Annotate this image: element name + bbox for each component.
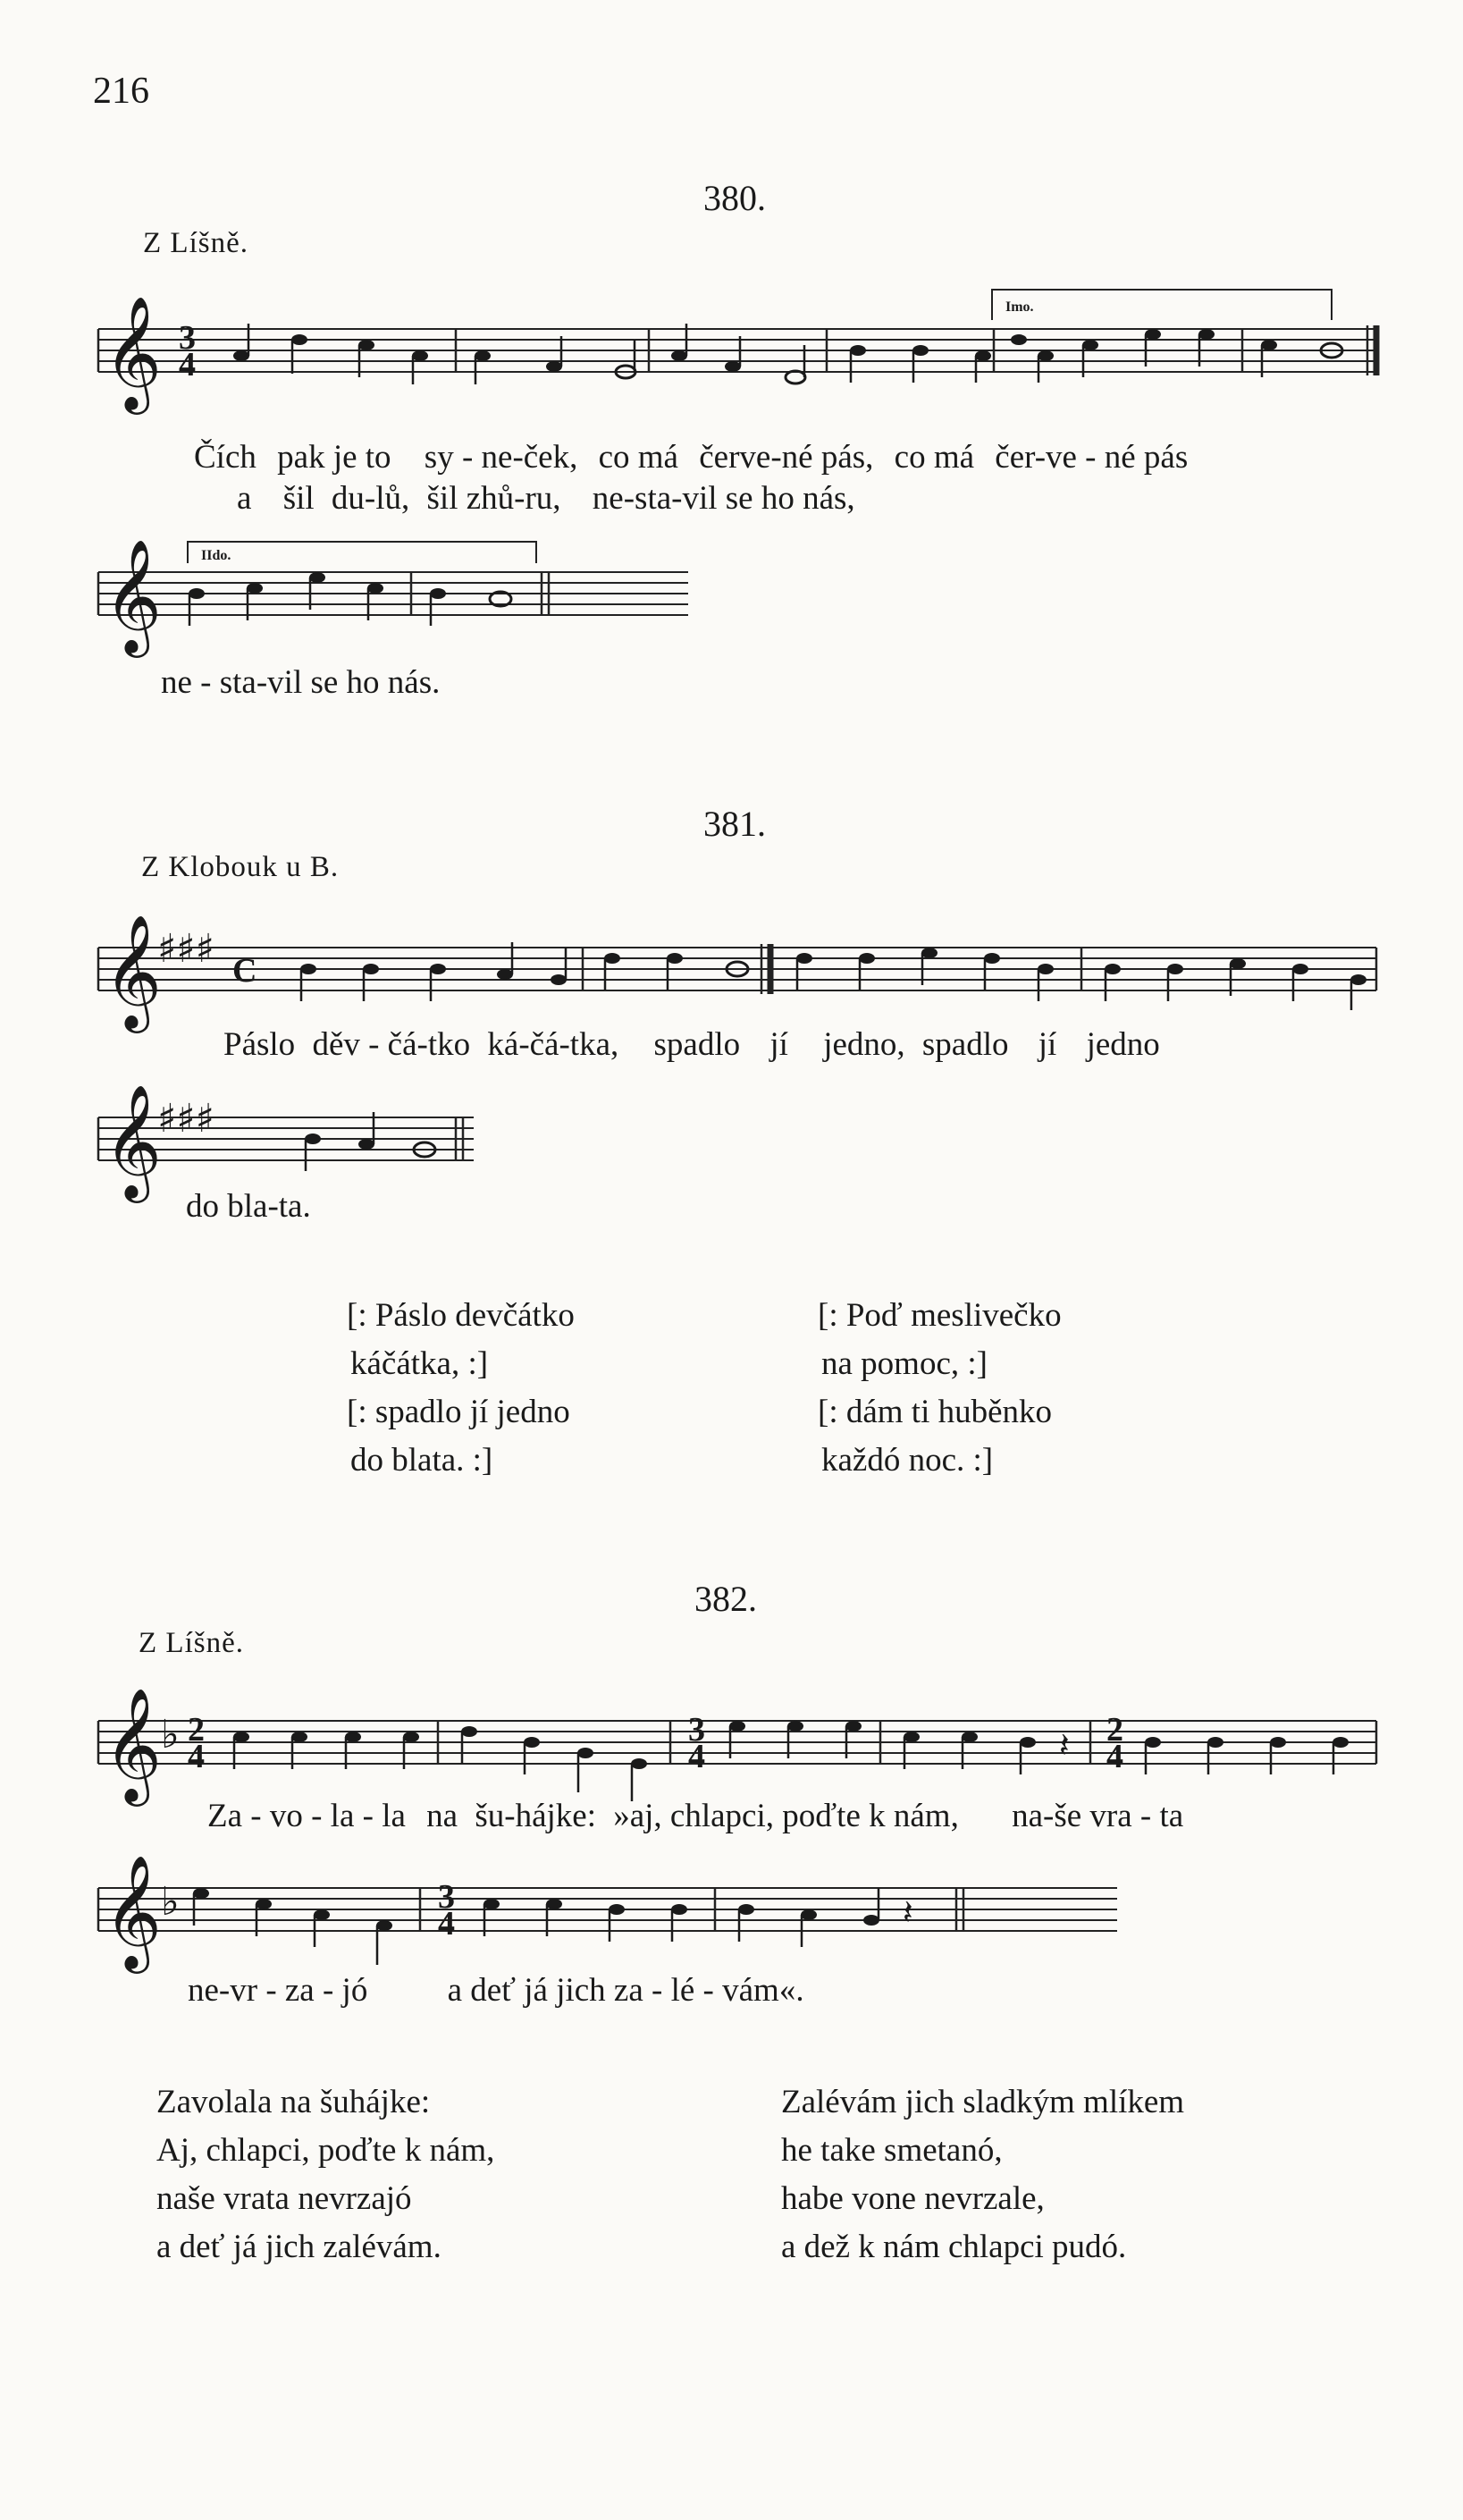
common-time-signature: C — [232, 952, 257, 990]
music-staff-381-line1 — [98, 903, 1385, 1028]
svg-text:4: 4 — [188, 1738, 205, 1775]
treble-clef-icon: 𝄞 — [104, 295, 163, 409]
lyrics-381-line1: Páslo děv - čá-tko ká-čá-tka, spadlo jí jedno, spadlo jí jedno — [223, 1026, 1160, 1063]
time-signature-den: 4 — [179, 346, 196, 383]
svg-text:𝄽: 𝄽 — [903, 1892, 913, 1932]
music-staff-382-line1 — [98, 1676, 1385, 1801]
music-staff-380-line2 — [98, 527, 697, 653]
lyrics-382-line1: Za - vo - la - la na šu-hájke: »aj, chlapci, poďte k nám, na-še vra - ta — [207, 1798, 1184, 1834]
music-staff-382-line2 — [98, 1843, 1126, 1968]
volta-second-label: IIdo. — [201, 548, 231, 563]
song-origin-382: Z Líšně. — [139, 1627, 244, 1659]
song-origin-381: Z Klobouk u B. — [141, 851, 340, 883]
sharp-icon: ♯♯♯ — [157, 926, 214, 972]
treble-clef-icon: 𝄞 — [104, 1687, 163, 1801]
svg-text:2: 2 — [1106, 1711, 1123, 1749]
treble-clef-icon: 𝄞 — [104, 538, 163, 653]
volta-first-label: Imo. — [1005, 299, 1034, 315]
svg-text:3: 3 — [438, 1878, 455, 1916]
flat-icon: ♭ — [161, 1879, 180, 1925]
time-signature-num: 3 — [179, 319, 196, 357]
music-staff-380-line1 — [98, 284, 1385, 409]
notes — [233, 324, 1376, 384]
lyrics-380-line2: a šil du-lů, šil zhů-ru, ne-sta-vil se ho nás, — [237, 480, 855, 517]
verse-382-left: Zavolala na šuhájke: Aj, chlapci, poďte k nám, naše vrata nevrzajó a deť já jich zalévám. — [156, 2084, 495, 2265]
music-staff-381-line2 — [98, 1073, 483, 1198]
verse-382-right: Zalévám jich sladkým mlíkem he take smetanó, habe vone nevrzale, a dež k nám chlapci pudó. — [781, 2084, 1185, 2265]
svg-text:2: 2 — [188, 1711, 205, 1749]
svg-text:𝄽: 𝄽 — [1059, 1725, 1070, 1765]
svg-text:4: 4 — [1106, 1738, 1123, 1775]
song-origin-380: Z Líšně. — [143, 227, 248, 259]
song-number-381: 381. — [703, 804, 766, 844]
flat-icon: ♭ — [161, 1712, 180, 1757]
treble-clef-icon: 𝄞 — [104, 1854, 163, 1968]
lyrics-380-line3: ne - sta-vil se ho nás. — [161, 664, 441, 701]
svg-text:4: 4 — [438, 1905, 455, 1943]
treble-clef-icon: 𝄞 — [104, 1083, 163, 1198]
svg-text:3: 3 — [688, 1711, 705, 1749]
lyrics-380-line1: Čích pak je to sy - ne-ček, co má červe-né pás, co má čer-ve - né pás — [194, 439, 1189, 476]
page-number: 216 — [93, 71, 149, 112]
lyrics-381-line2: do bla-ta. — [186, 1188, 311, 1225]
sharp-icon: ♯♯♯ — [157, 1096, 214, 1142]
svg-text:4: 4 — [688, 1738, 705, 1775]
lyrics-382-line2: ne-vr - za - jó a deť já jich za - lé - vám«. — [188, 1972, 804, 2009]
song-number-380: 380. — [703, 178, 766, 218]
treble-clef-icon: 𝄞 — [104, 914, 163, 1028]
song-number-382: 382. — [694, 1579, 757, 1619]
verse-381-left: [: Páslo devčátko káčátka, :] [: spadlo jí jedno do blata. :] — [347, 1297, 575, 1479]
verse-381-right: [: Poď meslivečko na pomoc, :] [: dám ti huběnko každó noc. :] — [818, 1297, 1062, 1479]
